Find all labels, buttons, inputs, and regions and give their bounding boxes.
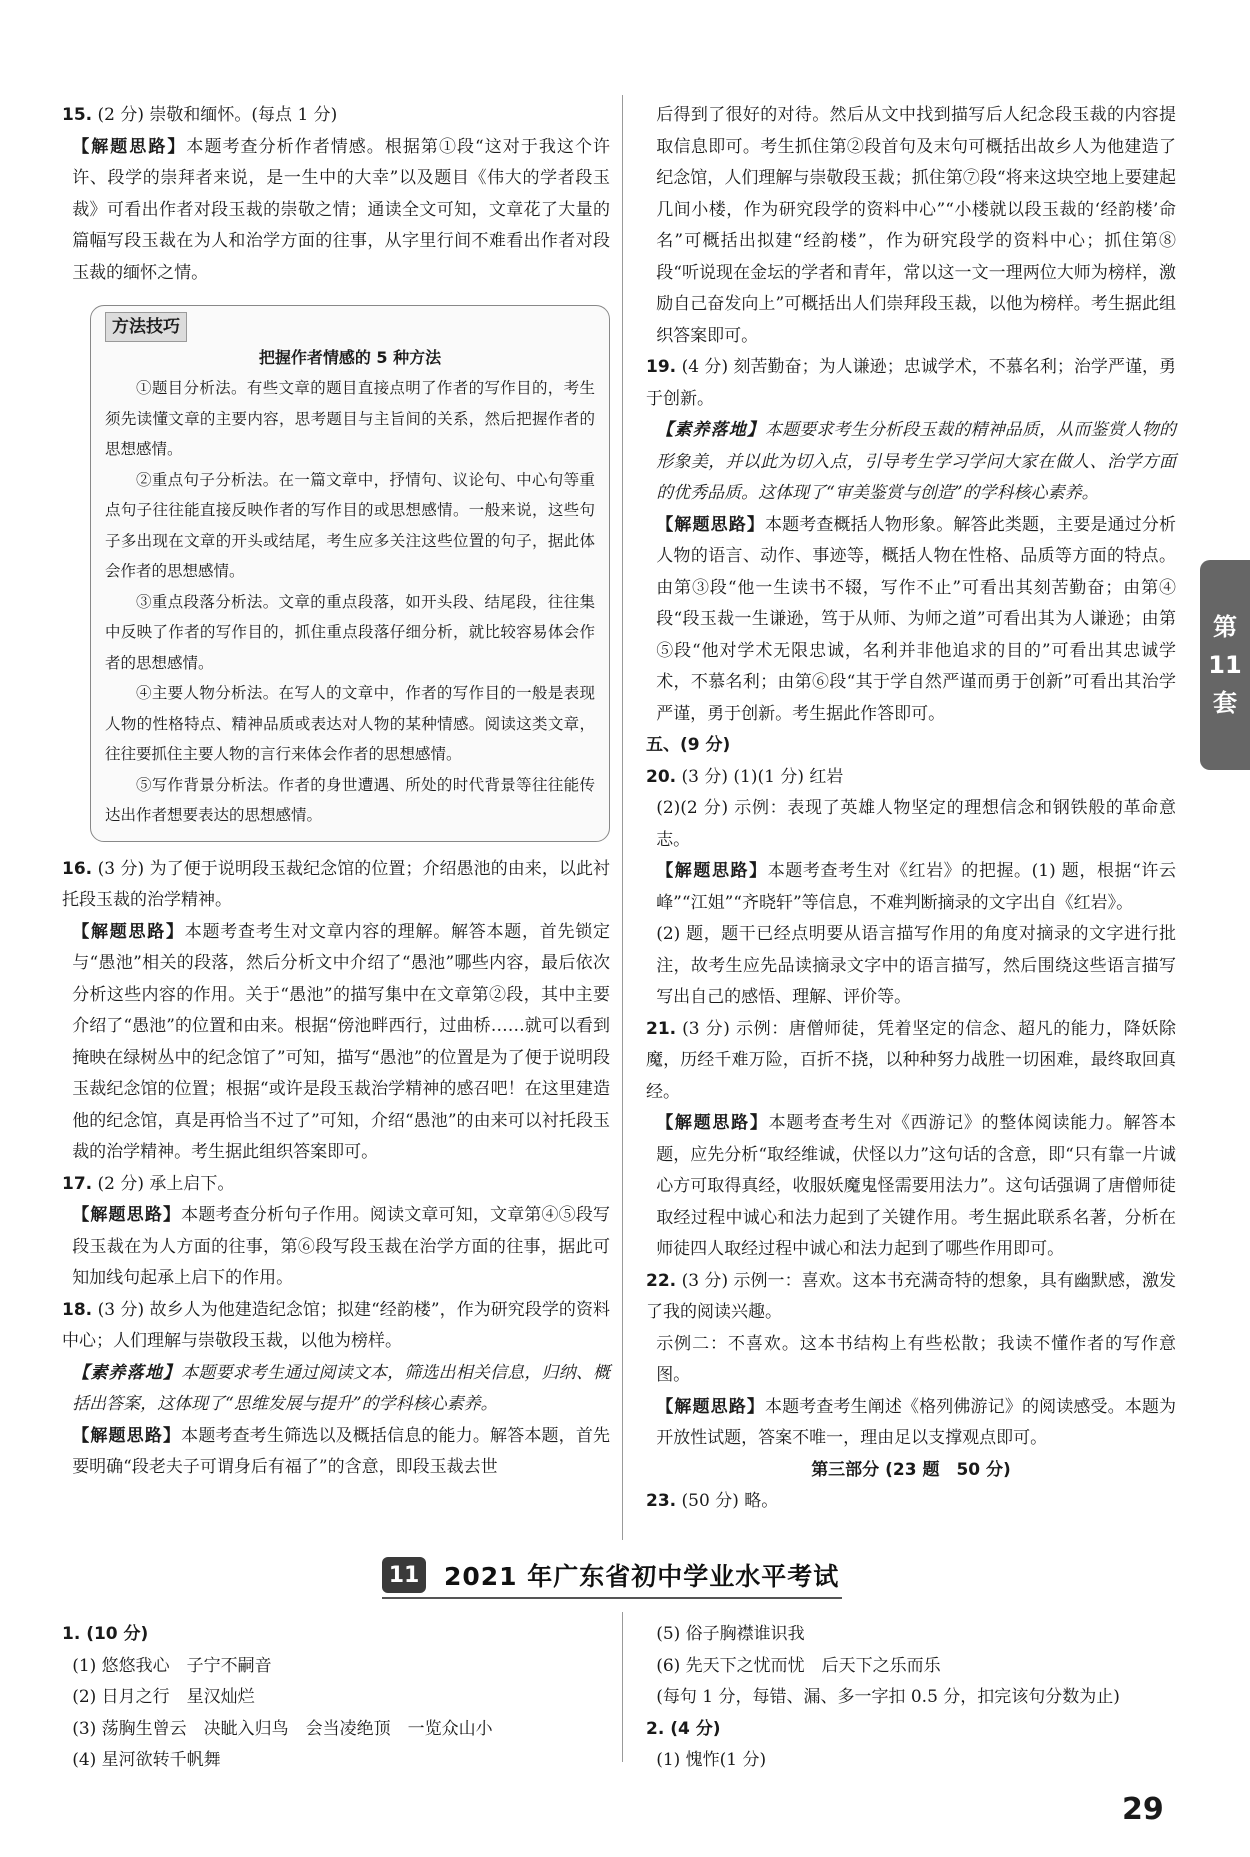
tip-item: ①题目分析法。有些文章的题目直接点明了作者的写作目的，考生须先读懂文章的主要内容，思考题目与主旨间的关系，然后把握作者的思想感情。 xyxy=(105,379,595,458)
q1-line: (4) 星河欲转千帆舞 xyxy=(72,1750,221,1770)
q16-answer: 16. (3 分) 为了便于说明段玉裁纪念馆的位置；介绍愚池的由来，以此衬托段玉裁的治学精神。 xyxy=(62,858,611,910)
q17-answer: 17. (2 分) 承上启下。 xyxy=(62,1173,235,1194)
q20-answer: 20. (3 分) (1)(1 分) 红岩 xyxy=(646,766,844,787)
q1-line: (2) 日月之行 星汉灿烂 xyxy=(72,1687,255,1707)
q22-answer: 22. (3 分) 示例一：喜欢。这本书充满奇特的想象，具有幽默感，激发了我的阅读兴趣。 xyxy=(646,1270,1177,1322)
side-tab-number: 11 xyxy=(1208,651,1242,679)
q21-explanation: 【解题思路】本题考查考生对《西游记》的整体阅读能力。解答本题，应先分析“取经维诚，伏怪以力”这句话的含意，即“只有靠一片诚心方可取得真经，收服妖魔鬼怪需要用法力”。这句话强调了唐僧师徒取经过程中诚心和法力起到了关键作用。考生据此联系名著，分析在师徒四人取经过程中诚心和法力起到了哪些作用即可。 xyxy=(656,1113,1177,1259)
method-tip-box xyxy=(90,305,610,842)
bottom-left-column xyxy=(62,1619,602,1777)
q23-answer: 23. (50 分) 略。 xyxy=(646,1491,779,1511)
q1-line: (1) 悠悠我心 子宁不嗣音 xyxy=(72,1655,272,1676)
side-tab-text: 第 xyxy=(1213,613,1237,641)
scoring-note: (每句 1 分，每错、漏、多一字扣 0.5 分，扣完该句分数为止) xyxy=(656,1687,1120,1707)
q1-line: (6) 先天下之忧而忧 后天下之乐而乐 xyxy=(656,1655,941,1676)
tip-item: ②重点句子分析法。在一篇文章中，抒情句、议论句、中心句等重点句子往往能直接反映作者的写作目的或思想感情。一般来说，这些句子多出现在文章的开头或结尾，考生应多关注这些位置的句子，据此体会作者的思想感情。 xyxy=(105,470,595,580)
q20-explanation-2: (2) 题，题干已经点明要从语言描写作用的角度对摘录的文字进行批注，故考生应先品读摘录文字中的语言描写，然后围绕这些语言描写写出自己的感悟、理解、评价等。 xyxy=(656,924,1176,1007)
tip-item: ⑤写作背景分析法。作者的身世遭遇、所处的时代背景等往往能传达出作者想要表达的思想感情。 xyxy=(105,775,595,824)
q19-literacy: 【素养落地】本题要求考生分析段玉裁的精神品质，从而鉴赏人物的形象美，并以此为切入点，引导考生学习学问大家在做人、治学方面的优秀品质。这体现了“审美鉴赏与创造”的学科核心素养。 xyxy=(656,420,1177,503)
part-three-heading: 第三部分 (23 题 50 分) xyxy=(811,1459,1011,1480)
bottom-right-column xyxy=(646,1619,1176,1777)
bottom-column-divider xyxy=(622,1612,623,1762)
q18-answer: 18. (3 分) 故乡人为他建造纪念馆；拟建“经韵楼”，作为研究段学的资料中心；人们理解与崇敬段玉裁，以他为榜样。 xyxy=(62,1299,610,1351)
q19-explanation: 【解题思路】本题考查概括人物形象。解答此类题，主要是通过分析人物的语言、动作、事迹等，概括人物在性格、品质等方面的特点。由第③段“他一生读书不辍，写作不止”可看出其刻苦勤奋；由第④段“段玉裁一生谦逊，笃于从师、为师之道”可看出其为人谦逊；由第⑤段“他对学术无限忠诚，名利并非他追求的目的”可看出其忠诚学术，不慕名利；由第⑥段“其于学自然严谨而勇于创新”可看出其治学严谨，勇于创新。考生据此作答即可。 xyxy=(656,514,1177,724)
exam-section-header xyxy=(382,1553,842,1599)
tip-label: 方法技巧 xyxy=(105,312,187,342)
page-number: 29 xyxy=(1122,1792,1164,1827)
q15-answer: 15. (2 分) 崇敬和缅怀。(每点 1 分) xyxy=(62,105,338,125)
tip-title: 把握作者情感的 5 种方法 xyxy=(258,347,442,367)
q19-answer: 19. (4 分) 刻苦勤奋；为人谦逊；忠诚学术，不慕名利；治学严谨，勇于创新。 xyxy=(646,357,1177,409)
q15-explanation: 【解题思路】本题考查分析作者情感。根据第①段“这对于我这个许许、段学的崇拜者来说，是一生中的大幸”以及题目《伟大的学者段玉裁》可看出作者对段玉裁的崇敬之情；通读全文可知，文章花了大量的篇幅写段玉裁在为人和治学方面的往事，从字里行间不难看出作者对段玉裁的缅怀之情。 xyxy=(72,136,610,283)
q20-explanation: 【解题思路】本题考查考生对《红岩》的把握。(1) 题，根据“许云峰”“江姐”“齐晓轩”等信息，不难判断摘录的文字出自《红岩》。 xyxy=(656,861,1176,913)
side-tab-text: 套 xyxy=(1213,689,1237,717)
q2-line: (1) 愧怍(1 分) xyxy=(656,1750,767,1770)
set-side-tab xyxy=(1200,560,1250,770)
q16-explanation: 【解题思路】本题考查考生对文章内容的理解。解答本题，首先锁定与“愚池”相关的段落，然后分析文中介绍了“愚池”哪些内容，最后依次分析这些内容的作用。关于“愚池”的描写集中在文章第②段，其中主要介绍了“愚池”的位置和由来。根据“傍池畔西行，过曲桥……就可以看到掩映在绿树丛中的纪念馆了”可知，描写“愚池”的位置是为了便于说明段玉裁纪念馆的位置；根据“或许是段玉裁治学精神的感召吧！在这里建造他的纪念馆，真是再恰当不过了”可知，介绍“愚池”的由来可以衬托段玉裁的治学精神。考生据此组织答案即可。 xyxy=(72,921,611,1162)
q18-explanation-continued: 后得到了很好的对待。然后从文中找到描写后人纪念段玉裁的内容提取信息即可。考生抓住第②段首句及末句可概括出故乡人为他建造了纪念馆，人们理解与崇敬段玉裁；抓住第⑦段“将来这块空地上要建起几间小楼，作为研究段学的资料中心”“小楼就以段玉裁的‘经韵楼’命名”可概括出拟建“经韵楼”，作为研究段学的资料中心；抓住第⑧段“听说现在金坛的学者和青年，常以这一文一理两位大师为榜样，激励自己奋发向上”可概括出人们崇拜段玉裁，以他为榜样。考生据此组织答案即可。 xyxy=(656,105,1176,346)
q1-line: (3) 荡胸生曾云 决眦入归鸟 会当凌绝顶 一览众山小 xyxy=(72,1718,493,1739)
left-column xyxy=(62,100,610,1484)
column-divider xyxy=(622,95,623,1540)
q18-literacy: 【素养落地】本题要求考生通过阅读文本，筛选出相关信息，归纳、概括出答案，这体现了“思维发展与提升”的学科核心素养。 xyxy=(72,1362,611,1414)
q1-line: (5) 俗子胸襟谁识我 xyxy=(656,1624,805,1644)
q22-answer-2: 示例二：不喜欢。这本书结构上有些松散；我读不懂作者的写作意图。 xyxy=(656,1333,1176,1385)
q20-answer-2: (2)(2 分) 示例：表现了英雄人物坚定的理想信念和钢铁般的革命意志。 xyxy=(656,798,1176,850)
q17-explanation: 【解题思路】本题考查分析句子作用。阅读文章可知，文章第④⑤段写段玉裁在为人方面的往事，第⑥段写段玉裁在治学方面的往事，据此可知加线句起承上启下的作用。 xyxy=(72,1205,611,1288)
q2-heading: 2. (4 分) xyxy=(646,1718,721,1739)
q1-heading: 1. (10 分) xyxy=(62,1624,149,1644)
q21-answer: 21. (3 分) 示例：唐僧师徒，凭着坚定的信念、超凡的能力，降妖除魔，历经千难万险，百折不挠，以种种努力战胜一切困难，最终取回真经。 xyxy=(646,1018,1177,1102)
set-number-badge: 11 xyxy=(382,1557,426,1593)
section-five-heading: 五、(9 分) xyxy=(646,735,731,755)
tip-item: ④主要人物分析法。在写人的文章中，作者的写作目的一般是表现人物的性格特点、精神品质或表达对人物的某种情感。阅读这类文章，往往要抓住主要人物的言行来体会作者的思想感情。 xyxy=(105,684,595,763)
right-column xyxy=(646,100,1176,1518)
tip-item: ③重点段落分析法。文章的重点段落，如开头段、结尾段，往往集中反映了作者的写作目的，抓住重点段落仔细分析，就比较容易体会作者的思想感情。 xyxy=(105,592,595,672)
exam-title: 2021 年广东省初中学业水平考试 xyxy=(444,1562,840,1591)
q18-explanation: 【解题思路】本题考查考生筛选以及概括信息的能力。解答本题，首先要明确“段老夫子可谓身后有福了”的含意，即段玉裁去世 xyxy=(72,1425,611,1477)
q22-explanation: 【解题思路】本题考查考生阐述《格列佛游记》的阅读感受。本题为开放性试题，答案不唯一，理由足以支撑观点即可。 xyxy=(656,1396,1177,1448)
